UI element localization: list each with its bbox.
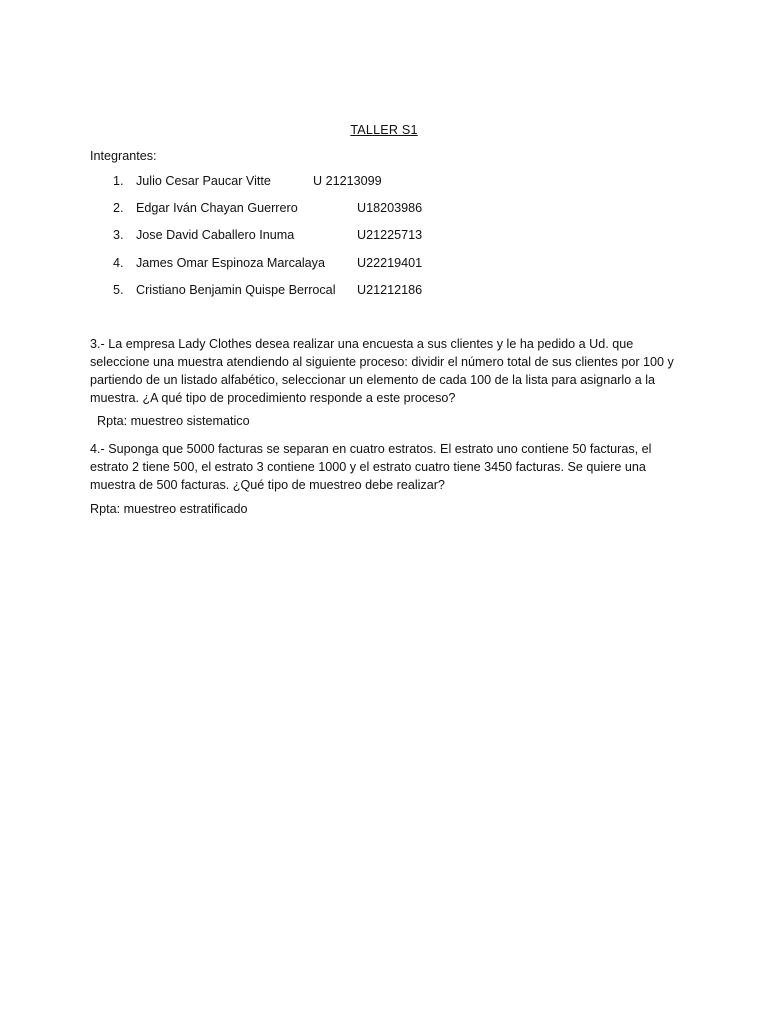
member-code: U 21213099 bbox=[313, 174, 382, 188]
member-name: Julio Cesar Paucar Vitte bbox=[136, 174, 271, 188]
answer-3: Rpta: muestreo sistematico bbox=[97, 414, 250, 428]
member-number: 2. bbox=[113, 201, 124, 215]
member-number: 5. bbox=[113, 283, 124, 297]
member-name: James Omar Espinoza Marcalaya bbox=[136, 256, 325, 270]
member-name: Edgar Iván Chayan Guerrero bbox=[136, 201, 298, 215]
member-name: Jose David Caballero Inuma bbox=[136, 228, 295, 242]
answer-4: Rpta: muestreo estratificado bbox=[90, 502, 248, 516]
members-heading: Integrantes: bbox=[90, 149, 157, 163]
question-4: 4.- Suponga que 5000 facturas se separan en cuatro estratos. El estrato uno contiene 50 facturas, el estrato 2 tiene 500, el estrato 3 contiene 1000 y el estrato cuatro tiene 3450 facturas. Se quiere una muestra de 500 facturas. ¿Qué tipo de muestreo debe realizar? bbox=[90, 442, 652, 492]
member-number: 4. bbox=[113, 256, 124, 270]
question-3: 3.- La empresa Lady Clothes desea realizar una encuesta a sus clientes y le ha pedido a Ud. que seleccione una muestra atendiendo al siguiente proceso: dividir el número total de sus clientes por 100 y partiendo de un listado alfabético, seleccionar un elemento de cada 100 de la lista para asignarlo a la muestra. ¿A qué tipo de procedimiento responde a este proceso? bbox=[90, 337, 674, 405]
member-name: Cristiano Benjamin Quispe Berrocal bbox=[136, 283, 336, 297]
member-code: U22219401 bbox=[357, 256, 423, 270]
member-code: U18203986 bbox=[357, 201, 423, 215]
member-code: U21225713 bbox=[357, 228, 423, 242]
document-title: TALLER S1 bbox=[350, 123, 418, 137]
member-code: U21212186 bbox=[357, 283, 423, 297]
member-number: 1. bbox=[113, 174, 124, 188]
member-number: 3. bbox=[113, 228, 124, 242]
